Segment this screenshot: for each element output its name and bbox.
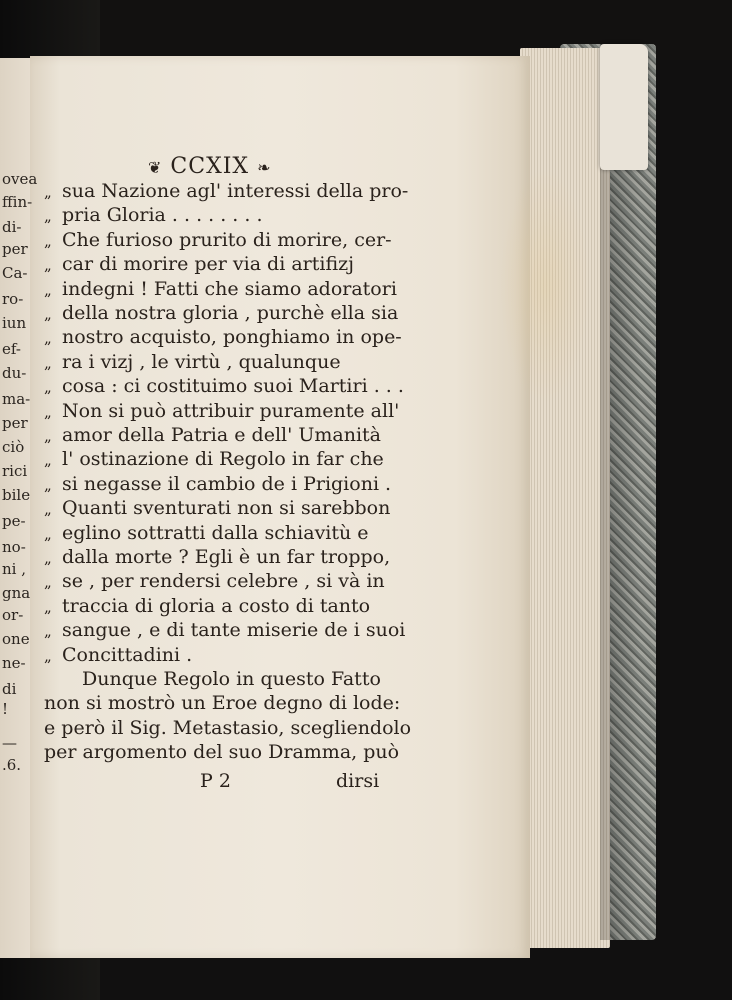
line-text: della nostra gloria , purchè ella sia [62, 302, 399, 324]
line-text: sangue , e di tante miserie de i suoi [62, 619, 406, 642]
left-page-fragment: ma- [2, 390, 31, 408]
left-page-fragment: .6. [2, 756, 22, 774]
line-text: l' ostinazione di Regolo in far che [62, 448, 384, 471]
line-text: car di morire per via di artifizj [62, 253, 355, 276]
quote-mark: „ [44, 402, 52, 421]
text-line [44, 302, 398, 324]
text-line [44, 692, 400, 714]
line-text: per argomento del suo Dramma, può [44, 741, 400, 764]
text-line [44, 278, 397, 300]
text-line [44, 253, 354, 275]
paper-flap [600, 44, 648, 170]
left-page-fragment: per [2, 414, 28, 432]
quote-mark: „ [44, 231, 52, 250]
page-number: CCXIX [170, 154, 250, 179]
left-page-fragment: iun [2, 314, 27, 332]
cover-shadow [600, 44, 640, 940]
ornament-right-icon: ❧ [257, 158, 272, 177]
left-page-fragment: gna [2, 584, 31, 602]
left-page-fragment: ffin- [2, 193, 33, 211]
quote-mark: „ [44, 329, 52, 348]
left-page-fragment: di [2, 680, 17, 698]
quote-mark: „ [44, 183, 52, 201]
line-text: Concittadini . [62, 643, 193, 666]
line-text: dalla morte ? Egli è un far troppo, [62, 546, 391, 568]
text-line [44, 497, 390, 519]
left-page-fragment: ovea [2, 170, 38, 188]
left-page-fragment: per [2, 240, 28, 258]
left-page-fragment: ciò [2, 438, 25, 456]
quote-mark: „ [44, 451, 52, 470]
text-line [44, 644, 192, 666]
quote-mark: „ [44, 549, 52, 567]
left-page-fragment: du- [2, 364, 27, 382]
line-text: eglino sottratti dalla schiavitù e [62, 521, 369, 544]
quote-mark: „ [44, 500, 52, 519]
ornament-left-icon: ❦ [148, 158, 163, 177]
paper-stain [500, 166, 590, 406]
quote-mark: „ [44, 475, 52, 494]
line-text: e però il Sig. Metastasio, scegliendolo [44, 716, 412, 739]
text-line [44, 351, 341, 373]
text-line [44, 424, 381, 446]
line-text: sua Nazione agl' interessi della pro- [62, 180, 409, 202]
line-text: Non si può attribuir puramente all' [62, 399, 400, 422]
left-page-fragment: one [2, 630, 30, 648]
text-line [44, 375, 404, 397]
left-page-fragment: or- [2, 606, 24, 624]
text-line [44, 229, 392, 251]
line-text: se , per rendersi celebre , si và in [62, 570, 385, 593]
text-line [44, 204, 263, 226]
line-text: Dunque Regolo in questo Fatto [82, 668, 381, 690]
text-line [44, 717, 411, 739]
left-page-fragment: rici [2, 462, 28, 480]
line-text: si negasse il cambio de i Prigioni . [62, 472, 392, 495]
text-line [44, 326, 402, 348]
text-line [44, 619, 405, 641]
line-text: amor della Patria e dell' Umanità [62, 424, 381, 446]
line-text: Quanti sventurati non si sarebbon [62, 497, 391, 520]
quote-mark: „ [44, 280, 52, 299]
quote-mark: „ [44, 305, 52, 323]
text-line [44, 400, 399, 422]
quote-mark: „ [44, 427, 52, 445]
left-page-fragment: ! [2, 700, 9, 718]
left-page-fragment: ni , [2, 560, 26, 578]
catchword: dirsi [336, 770, 380, 792]
left-page-fragment: Ca- [2, 264, 28, 282]
line-text: nostro acquisto, ponghiamo in ope- [62, 326, 402, 349]
quote-mark: „ [44, 622, 52, 641]
text-line [44, 570, 385, 592]
signature-mark: P 2 [200, 770, 231, 792]
left-page-fragment: — [2, 734, 17, 752]
quote-mark: „ [44, 256, 52, 275]
quote-mark: „ [44, 353, 52, 372]
text-line [82, 668, 381, 690]
text-line [44, 595, 370, 617]
text-line [44, 180, 408, 202]
quote-mark: „ [44, 646, 52, 665]
line-text: indegni ! Fatti che siamo adoratori [62, 277, 397, 300]
left-page-fragment: ro- [2, 290, 24, 308]
quote-mark: „ [44, 524, 52, 543]
line-text: pria Gloria . . . . . . . . [62, 204, 263, 227]
line-text: ra i vizj , le virtù , qualunque [62, 350, 341, 373]
left-page-fragment: ef- [2, 340, 21, 358]
line-text: non si mostrò un Eroe degno di lode: [44, 692, 401, 715]
line-text: Che furioso prurito di morire, cer- [62, 228, 392, 251]
quote-mark: „ [44, 597, 52, 616]
left-page-fragment: di- [2, 218, 22, 236]
line-text: traccia di gloria a costo di tanto [62, 594, 371, 617]
page-header [148, 154, 308, 179]
text-line [44, 448, 384, 470]
text-line [44, 473, 391, 495]
text-line [44, 522, 369, 544]
quote-mark: „ [44, 378, 52, 397]
quote-mark: „ [44, 573, 52, 592]
text-line [44, 741, 399, 763]
left-page-fragment: pe- [2, 512, 26, 530]
quote-mark: „ [44, 207, 52, 226]
line-text: cosa : ci costituimo suoi Martiri . . . [62, 375, 404, 398]
left-page-fragment: bile [2, 486, 31, 504]
left-page-fragment: no- [2, 538, 26, 556]
left-page-fragment: ne- [2, 654, 26, 672]
text-line [44, 546, 390, 568]
